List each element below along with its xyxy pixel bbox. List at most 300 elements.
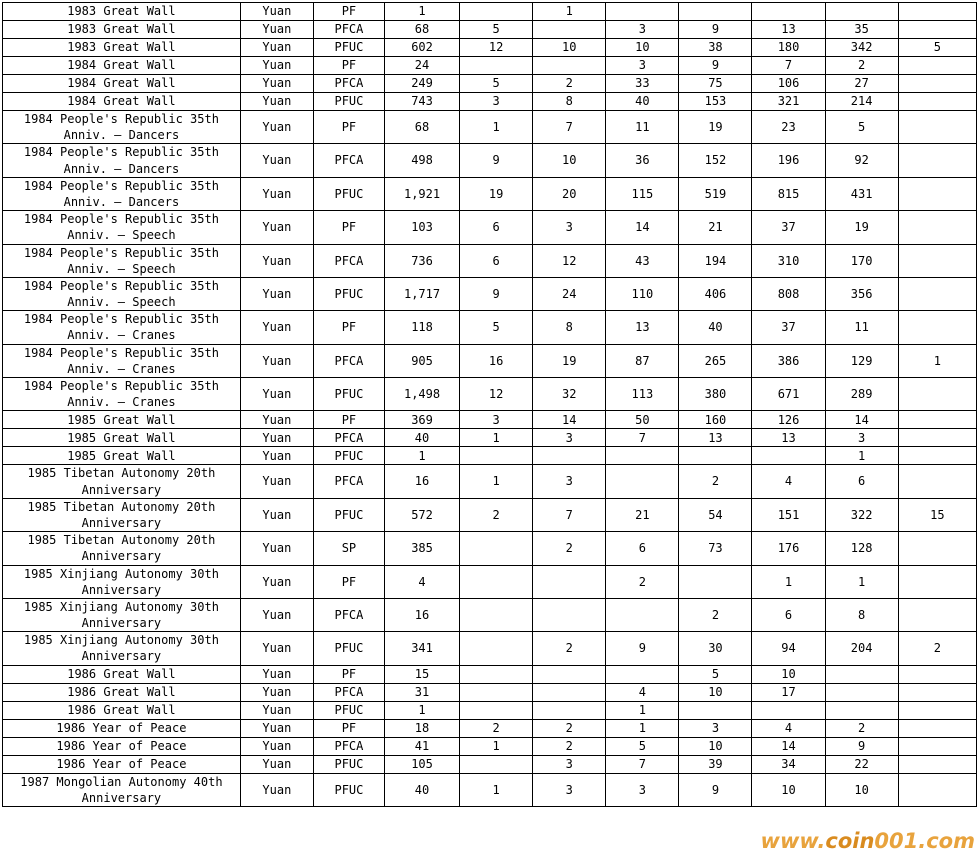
cell-c5: 13 <box>752 429 825 447</box>
cell-c3: 3 <box>606 21 679 39</box>
cell-c4: 39 <box>679 755 752 773</box>
cell-c6: 129 <box>825 344 898 377</box>
cell-c5: 151 <box>752 498 825 531</box>
cell-name: 1984 People's Republic 35th Anniv. – Speech <box>3 277 241 310</box>
table-row <box>3 3 977 21</box>
cell-c6: 14 <box>825 411 898 429</box>
cell-currency: Yuan <box>240 93 313 111</box>
table-row <box>3 701 977 719</box>
cell-c2: 2 <box>533 632 606 665</box>
cell-c2: 8 <box>533 93 606 111</box>
cell-total: 385 <box>384 532 459 565</box>
cell-name: 1985 Xinjiang Autonomy 30th Anniversary <box>3 565 241 598</box>
cell-c2 <box>533 57 606 75</box>
cell-c4: 9 <box>679 57 752 75</box>
cell-name: 1984 People's Republic 35th Anniv. – Dancers <box>3 111 241 144</box>
cell-c1: 12 <box>460 378 533 411</box>
table-row <box>3 277 977 310</box>
cell-grade: PF <box>313 411 384 429</box>
cell-grade: PFUC <box>313 177 384 210</box>
cell-total: 736 <box>384 244 459 277</box>
cell-c5: 6 <box>752 598 825 631</box>
cell-name: 1985 Tibetan Autonomy 20th Anniversary <box>3 498 241 531</box>
cell-c4: 160 <box>679 411 752 429</box>
cell-c7 <box>898 565 976 598</box>
cell-c4 <box>679 565 752 598</box>
cell-currency: Yuan <box>240 39 313 57</box>
cell-c2 <box>533 447 606 465</box>
cell-grade: PFUC <box>313 632 384 665</box>
cell-grade: PFUC <box>313 755 384 773</box>
watermark-prefix: www. <box>760 829 826 853</box>
cell-total: 15 <box>384 665 459 683</box>
cell-c5: 13 <box>752 21 825 39</box>
cell-total: 118 <box>384 311 459 344</box>
cell-c2: 10 <box>533 144 606 177</box>
cell-c6: 8 <box>825 598 898 631</box>
cell-c4: 153 <box>679 93 752 111</box>
cell-total: 1,498 <box>384 378 459 411</box>
watermark-middle: coin <box>825 829 875 853</box>
cell-c6: 27 <box>825 75 898 93</box>
cell-total: 498 <box>384 144 459 177</box>
cell-c2: 3 <box>533 429 606 447</box>
cell-grade: PFUC <box>313 447 384 465</box>
cell-grade: PF <box>313 57 384 75</box>
cell-currency: Yuan <box>240 755 313 773</box>
cell-c1: 16 <box>460 344 533 377</box>
cell-total: 4 <box>384 565 459 598</box>
cell-c5: 10 <box>752 665 825 683</box>
cell-c7 <box>898 719 976 737</box>
cell-total: 572 <box>384 498 459 531</box>
cell-c3 <box>606 3 679 21</box>
cell-c6: 19 <box>825 211 898 244</box>
cell-name: 1985 Great Wall <box>3 411 241 429</box>
table-row <box>3 344 977 377</box>
cell-c6: 356 <box>825 277 898 310</box>
cell-c7 <box>898 447 976 465</box>
cell-total: 16 <box>384 465 459 498</box>
cell-c7 <box>898 532 976 565</box>
cell-c1 <box>460 755 533 773</box>
cell-c5: 37 <box>752 211 825 244</box>
cell-currency: Yuan <box>240 773 313 806</box>
cell-c3: 33 <box>606 75 679 93</box>
table-row <box>3 311 977 344</box>
cell-total: 1 <box>384 3 459 21</box>
cell-c7 <box>898 3 976 21</box>
cell-c5: 196 <box>752 144 825 177</box>
cell-c3 <box>606 598 679 631</box>
cell-c2 <box>533 665 606 683</box>
cell-grade: PFUC <box>313 93 384 111</box>
cell-currency: Yuan <box>240 75 313 93</box>
cell-c7 <box>898 75 976 93</box>
cell-c1 <box>460 683 533 701</box>
cell-c1 <box>460 598 533 631</box>
cell-currency: Yuan <box>240 532 313 565</box>
table-row <box>3 429 977 447</box>
cell-c7 <box>898 277 976 310</box>
cell-c2 <box>533 701 606 719</box>
cell-name: 1984 People's Republic 35th Anniv. – Cranes <box>3 378 241 411</box>
cell-c2: 2 <box>533 75 606 93</box>
cell-c7 <box>898 737 976 755</box>
cell-c5: 126 <box>752 411 825 429</box>
cell-c7 <box>898 701 976 719</box>
cell-grade: PFCA <box>313 21 384 39</box>
cell-grade: PFCA <box>313 598 384 631</box>
cell-currency: Yuan <box>240 244 313 277</box>
cell-c3: 14 <box>606 211 679 244</box>
cell-c7: 1 <box>898 344 976 377</box>
cell-c7 <box>898 111 976 144</box>
cell-c2: 8 <box>533 311 606 344</box>
cell-c5: 176 <box>752 532 825 565</box>
cell-name: 1985 Xinjiang Autonomy 30th Anniversary <box>3 598 241 631</box>
cell-c5: 386 <box>752 344 825 377</box>
cell-name: 1983 Great Wall <box>3 39 241 57</box>
cell-c2 <box>533 21 606 39</box>
cell-c6: 1 <box>825 447 898 465</box>
cell-grade: PFCA <box>313 683 384 701</box>
cell-c2: 2 <box>533 532 606 565</box>
cell-c3: 50 <box>606 411 679 429</box>
table-row <box>3 39 977 57</box>
cell-c7 <box>898 755 976 773</box>
cell-c5: 94 <box>752 632 825 665</box>
cell-name: 1986 Great Wall <box>3 683 241 701</box>
cell-c5: 815 <box>752 177 825 210</box>
cell-currency: Yuan <box>240 447 313 465</box>
cell-c2: 7 <box>533 498 606 531</box>
cell-currency: Yuan <box>240 737 313 755</box>
cell-grade: PF <box>313 111 384 144</box>
cell-currency: Yuan <box>240 378 313 411</box>
table-row <box>3 498 977 531</box>
cell-c4: 73 <box>679 532 752 565</box>
cell-currency: Yuan <box>240 144 313 177</box>
cell-c2: 3 <box>533 755 606 773</box>
cell-total: 249 <box>384 75 459 93</box>
cell-c3: 10 <box>606 39 679 57</box>
cell-c1: 1 <box>460 429 533 447</box>
cell-c6: 22 <box>825 755 898 773</box>
cell-c7 <box>898 21 976 39</box>
cell-grade: PFUC <box>313 378 384 411</box>
cell-c5: 671 <box>752 378 825 411</box>
cell-total: 41 <box>384 737 459 755</box>
cell-c3 <box>606 665 679 683</box>
table-row <box>3 93 977 111</box>
cell-c1: 5 <box>460 21 533 39</box>
cell-c5 <box>752 3 825 21</box>
cell-total: 341 <box>384 632 459 665</box>
cell-total: 369 <box>384 411 459 429</box>
cell-name: 1985 Xinjiang Autonomy 30th Anniversary <box>3 632 241 665</box>
cell-c6: 289 <box>825 378 898 411</box>
cell-c1 <box>460 632 533 665</box>
cell-c3 <box>606 447 679 465</box>
cell-c5: 106 <box>752 75 825 93</box>
cell-total: 1 <box>384 701 459 719</box>
cell-c3: 7 <box>606 755 679 773</box>
cell-name: 1985 Tibetan Autonomy 20th Anniversary <box>3 532 241 565</box>
cell-name: 1985 Great Wall <box>3 447 241 465</box>
cell-total: 68 <box>384 111 459 144</box>
cell-c2: 7 <box>533 111 606 144</box>
cell-c4 <box>679 447 752 465</box>
cell-c3: 115 <box>606 177 679 210</box>
cell-c6: 3 <box>825 429 898 447</box>
cell-c3 <box>606 465 679 498</box>
cell-c1: 2 <box>460 719 533 737</box>
table-row <box>3 75 977 93</box>
cell-total: 743 <box>384 93 459 111</box>
table-row <box>3 598 977 631</box>
table-row <box>3 755 977 773</box>
cell-c1: 19 <box>460 177 533 210</box>
cell-grade: PFCA <box>313 244 384 277</box>
table-row <box>3 532 977 565</box>
cell-c6 <box>825 665 898 683</box>
cell-total: 105 <box>384 755 459 773</box>
cell-c4: 9 <box>679 21 752 39</box>
cell-grade: PFCA <box>313 144 384 177</box>
table-row <box>3 683 977 701</box>
cell-name: 1985 Tibetan Autonomy 20th Anniversary <box>3 465 241 498</box>
cell-c4: 10 <box>679 683 752 701</box>
cell-c3: 9 <box>606 632 679 665</box>
cell-name: 1984 People's Republic 35th Anniv. – Speech <box>3 211 241 244</box>
cell-c5: 1 <box>752 565 825 598</box>
cell-c6: 11 <box>825 311 898 344</box>
cell-c6 <box>825 701 898 719</box>
cell-c1 <box>460 57 533 75</box>
cell-grade: PF <box>313 665 384 683</box>
table-row <box>3 411 977 429</box>
cell-grade: PFCA <box>313 75 384 93</box>
cell-c4: 13 <box>679 429 752 447</box>
cell-c2 <box>533 683 606 701</box>
cell-c4: 10 <box>679 737 752 755</box>
cell-grade: PFCA <box>313 465 384 498</box>
table-row <box>3 144 977 177</box>
table-row <box>3 378 977 411</box>
cell-c2: 3 <box>533 465 606 498</box>
cell-c7 <box>898 665 976 683</box>
cell-c3: 3 <box>606 57 679 75</box>
cell-c3: 6 <box>606 532 679 565</box>
cell-currency: Yuan <box>240 21 313 39</box>
cell-c3: 36 <box>606 144 679 177</box>
cell-c2: 14 <box>533 411 606 429</box>
cell-c5 <box>752 701 825 719</box>
cell-c6: 342 <box>825 39 898 57</box>
cell-c4: 194 <box>679 244 752 277</box>
cell-grade: PFCA <box>313 429 384 447</box>
cell-currency: Yuan <box>240 429 313 447</box>
cell-currency: Yuan <box>240 177 313 210</box>
cell-c3: 1 <box>606 719 679 737</box>
cell-total: 16 <box>384 598 459 631</box>
cell-c3: 4 <box>606 683 679 701</box>
cell-c4: 9 <box>679 773 752 806</box>
cell-name: 1984 People's Republic 35th Anniv. – Cranes <box>3 311 241 344</box>
cell-total: 31 <box>384 683 459 701</box>
cell-c1: 6 <box>460 244 533 277</box>
cell-c3: 110 <box>606 277 679 310</box>
cell-total: 24 <box>384 57 459 75</box>
cell-c1: 9 <box>460 277 533 310</box>
cell-name: 1985 Great Wall <box>3 429 241 447</box>
cell-c7 <box>898 465 976 498</box>
table-row <box>3 244 977 277</box>
cell-c2: 12 <box>533 244 606 277</box>
cell-currency: Yuan <box>240 701 313 719</box>
cell-c1: 5 <box>460 75 533 93</box>
cell-currency: Yuan <box>240 498 313 531</box>
coin-population-table <box>2 2 977 807</box>
cell-name: 1983 Great Wall <box>3 3 241 21</box>
cell-total: 905 <box>384 344 459 377</box>
table-row <box>3 111 977 144</box>
table-row <box>3 737 977 755</box>
cell-c4 <box>679 3 752 21</box>
cell-c1 <box>460 565 533 598</box>
cell-c6: 6 <box>825 465 898 498</box>
table-row <box>3 447 977 465</box>
cell-c2: 10 <box>533 39 606 57</box>
cell-c2: 2 <box>533 737 606 755</box>
cell-c6 <box>825 3 898 21</box>
cell-currency: Yuan <box>240 565 313 598</box>
cell-total: 18 <box>384 719 459 737</box>
cell-c4: 30 <box>679 632 752 665</box>
cell-c5: 4 <box>752 465 825 498</box>
cell-c6: 214 <box>825 93 898 111</box>
cell-c2: 24 <box>533 277 606 310</box>
cell-currency: Yuan <box>240 598 313 631</box>
cell-total: 40 <box>384 773 459 806</box>
cell-total: 68 <box>384 21 459 39</box>
cell-c7 <box>898 93 976 111</box>
cell-c5: 808 <box>752 277 825 310</box>
cell-c5: 321 <box>752 93 825 111</box>
cell-total: 1 <box>384 447 459 465</box>
cell-c1: 3 <box>460 411 533 429</box>
cell-c2 <box>533 565 606 598</box>
cell-c6: 9 <box>825 737 898 755</box>
cell-c5: 14 <box>752 737 825 755</box>
cell-currency: Yuan <box>240 211 313 244</box>
cell-currency: Yuan <box>240 465 313 498</box>
table-row <box>3 57 977 75</box>
cell-c3: 43 <box>606 244 679 277</box>
cell-c7 <box>898 144 976 177</box>
cell-c3: 13 <box>606 311 679 344</box>
cell-name: 1986 Year of Peace <box>3 755 241 773</box>
cell-c1: 1 <box>460 465 533 498</box>
cell-c3: 3 <box>606 773 679 806</box>
cell-name: 1987 Mongolian Autonomy 40th Anniversary <box>3 773 241 806</box>
cell-name: 1984 People's Republic 35th Anniv. – Dancers <box>3 177 241 210</box>
cell-c6: 92 <box>825 144 898 177</box>
cell-c5 <box>752 447 825 465</box>
cell-name: 1984 People's Republic 35th Anniv. – Cranes <box>3 344 241 377</box>
cell-c4: 19 <box>679 111 752 144</box>
cell-c5: 10 <box>752 773 825 806</box>
cell-total: 40 <box>384 429 459 447</box>
cell-c1 <box>460 665 533 683</box>
cell-c6: 1 <box>825 565 898 598</box>
cell-grade: PFUC <box>313 277 384 310</box>
cell-currency: Yuan <box>240 719 313 737</box>
cell-c7 <box>898 211 976 244</box>
cell-c2: 2 <box>533 719 606 737</box>
cell-c4: 2 <box>679 465 752 498</box>
cell-currency: Yuan <box>240 683 313 701</box>
cell-grade: PFUC <box>313 498 384 531</box>
watermark-suffix: 001.com <box>874 829 975 853</box>
cell-c2: 3 <box>533 773 606 806</box>
cell-c6: 5 <box>825 111 898 144</box>
cell-name: 1986 Year of Peace <box>3 737 241 755</box>
cell-c1 <box>460 447 533 465</box>
cell-currency: Yuan <box>240 411 313 429</box>
cell-name: 1983 Great Wall <box>3 21 241 39</box>
table-row <box>3 465 977 498</box>
cell-c7: 5 <box>898 39 976 57</box>
cell-c1 <box>460 532 533 565</box>
cell-name: 1984 People's Republic 35th Anniv. – Dancers <box>3 144 241 177</box>
cell-c7 <box>898 598 976 631</box>
cell-c4: 75 <box>679 75 752 93</box>
cell-currency: Yuan <box>240 344 313 377</box>
cell-grade: PFUC <box>313 773 384 806</box>
cell-c7 <box>898 378 976 411</box>
cell-c3: 21 <box>606 498 679 531</box>
cell-c3: 113 <box>606 378 679 411</box>
cell-c1: 9 <box>460 144 533 177</box>
cell-c6: 322 <box>825 498 898 531</box>
cell-c7 <box>898 311 976 344</box>
cell-grade: PFUC <box>313 701 384 719</box>
cell-c1 <box>460 701 533 719</box>
table-row <box>3 632 977 665</box>
cell-c4 <box>679 701 752 719</box>
cell-c4: 40 <box>679 311 752 344</box>
cell-c1: 3 <box>460 93 533 111</box>
cell-c6: 35 <box>825 21 898 39</box>
cell-c1: 1 <box>460 773 533 806</box>
cell-name: 1984 Great Wall <box>3 93 241 111</box>
cell-grade: PFCA <box>313 344 384 377</box>
cell-name: 1986 Great Wall <box>3 701 241 719</box>
cell-c5: 23 <box>752 111 825 144</box>
cell-name: 1986 Great Wall <box>3 665 241 683</box>
cell-grade: SP <box>313 532 384 565</box>
cell-grade: PFCA <box>313 737 384 755</box>
cell-c6 <box>825 683 898 701</box>
cell-c5: 310 <box>752 244 825 277</box>
cell-c3: 1 <box>606 701 679 719</box>
cell-c7: 15 <box>898 498 976 531</box>
cell-name: 1984 People's Republic 35th Anniv. – Speech <box>3 244 241 277</box>
cell-c4: 152 <box>679 144 752 177</box>
cell-total: 602 <box>384 39 459 57</box>
